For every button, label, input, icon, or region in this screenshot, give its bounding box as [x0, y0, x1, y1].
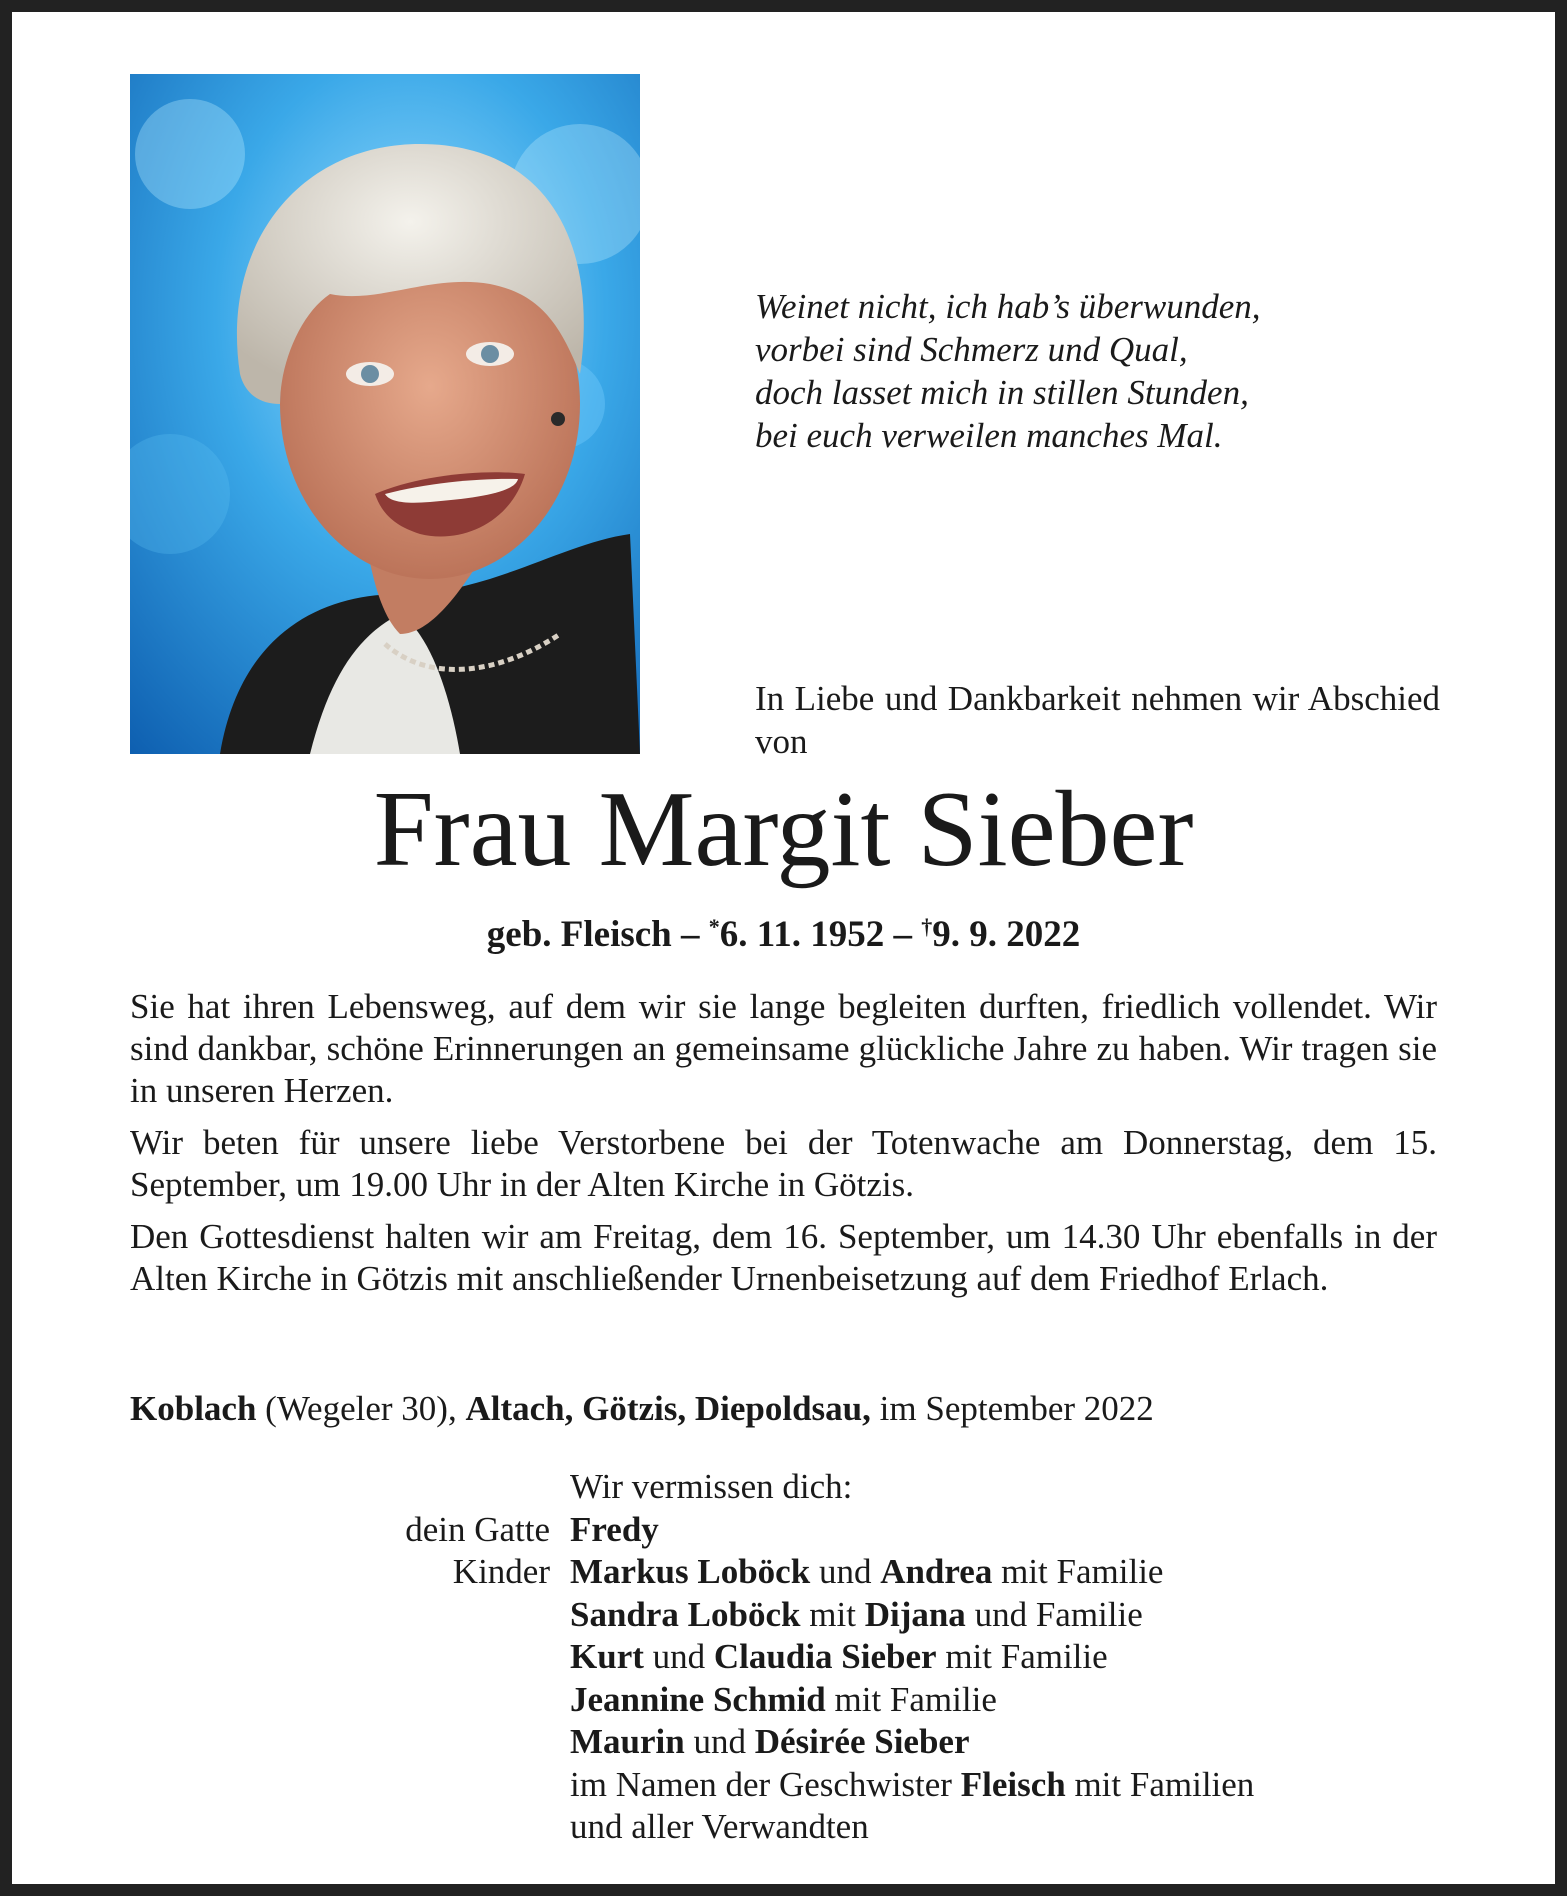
siblings-suffix: mit Familien: [1065, 1764, 1255, 1804]
connector: mit: [800, 1594, 865, 1634]
partner-name: Dijana: [864, 1594, 966, 1634]
list-item: [130, 1636, 1254, 1679]
family-list: [130, 1466, 1254, 1849]
place-address: (Wegeler 30),: [256, 1389, 466, 1428]
place-and-date: [130, 1387, 1154, 1431]
partner-name: Andrea: [880, 1552, 993, 1591]
partner-name: Désirée Sieber: [754, 1722, 970, 1761]
poem-line: bei euch verweilen manches Mal.: [755, 416, 1223, 455]
paragraph: Sie hat ihren Lebensweg, auf dem wir sie lange begleiten durften, friedlich vollendet. Wir sind dankbar, schöne Erinnerungen an gemeinsame glückliche Jahre zu haben. Wir tragen sie in unseren Herzen.: [130, 987, 1437, 1110]
intro-text: In Liebe und Dankbarkeit nehmen wir Abschied von: [755, 679, 1440, 761]
paragraph: Den Gottesdienst halten wir am Freitag, dem 16. September, um 14.30 Uhr ebenfalls in der Alten Kirche in Götzis mit anschließender Urnenbeisetzung auf dem Friedhof Erlach.: [130, 1217, 1437, 1298]
list-item: [130, 1806, 1254, 1849]
connector: mit Familie: [825, 1679, 997, 1719]
list-item: [130, 1594, 1254, 1637]
partner-name: Claudia Sieber: [713, 1637, 937, 1676]
list-item: [130, 1721, 1254, 1764]
family-heading: Wir vermissen dich:: [570, 1467, 853, 1506]
dash: –: [893, 914, 912, 955]
child-name: Sandra Loböck: [570, 1594, 801, 1634]
list-item: [130, 1679, 1254, 1722]
spouse-name: Fredy: [570, 1509, 659, 1549]
list-item: [130, 1509, 1254, 1552]
place-towns: Altach, Götzis, Diepoldsau,: [465, 1389, 871, 1428]
suffix: mit Familie: [992, 1552, 1164, 1591]
portrait-photo: [130, 74, 640, 754]
child-name: Maurin: [570, 1722, 685, 1761]
dash: –: [681, 914, 700, 955]
notice-body: [130, 986, 1437, 1310]
list-item: [130, 1466, 1254, 1509]
spouse-label: dein Gatte: [405, 1509, 550, 1549]
paragraph: Wir beten für unsere liebe Verstorbene bei der Totenwache am Donnerstag, dem 15. September, um 19.00 Uhr in der Alten Kirche in Götzis.: [130, 1123, 1437, 1204]
maiden-name: geb. Fleisch: [486, 914, 672, 955]
child-name: Jeannine Schmid: [570, 1679, 826, 1719]
suffix: und Familie: [965, 1594, 1143, 1634]
child-name: Kurt: [570, 1637, 644, 1676]
child-name: Markus Loböck: [570, 1552, 811, 1591]
birth-star-icon: *: [708, 914, 720, 939]
list-item: [130, 1551, 1254, 1594]
children-label: Kinder: [452, 1552, 550, 1591]
poem-line: vorbei sind Schmerz und Qual,: [755, 330, 1188, 369]
death-date: 9. 9. 2022: [932, 914, 1081, 955]
poem-line: Weinet nicht, ich hab’s überwunden,: [755, 287, 1261, 326]
deceased-name: Frau Margit Sieber: [373, 770, 1194, 889]
connector: und: [643, 1637, 714, 1676]
portrait-illustration: [130, 74, 640, 754]
life-dates: [0, 904, 1567, 958]
birth-date: 6. 11. 1952: [719, 914, 885, 955]
notice-date: im September 2022: [870, 1389, 1154, 1428]
connector: und: [684, 1722, 755, 1761]
siblings-name: Fleisch: [960, 1764, 1066, 1804]
poem-line: doch lasset mich in stillen Stunden,: [755, 373, 1249, 412]
closing-line: und aller Verwandten: [570, 1807, 869, 1846]
death-cross-icon: †: [921, 914, 933, 939]
list-item: [130, 1764, 1254, 1807]
suffix: mit Familie: [936, 1637, 1108, 1676]
connector: und: [810, 1552, 881, 1591]
memorial-poem: [755, 285, 1261, 457]
place-town: Koblach: [130, 1389, 257, 1428]
siblings-prefix: im Namen der Geschwister: [570, 1764, 961, 1804]
